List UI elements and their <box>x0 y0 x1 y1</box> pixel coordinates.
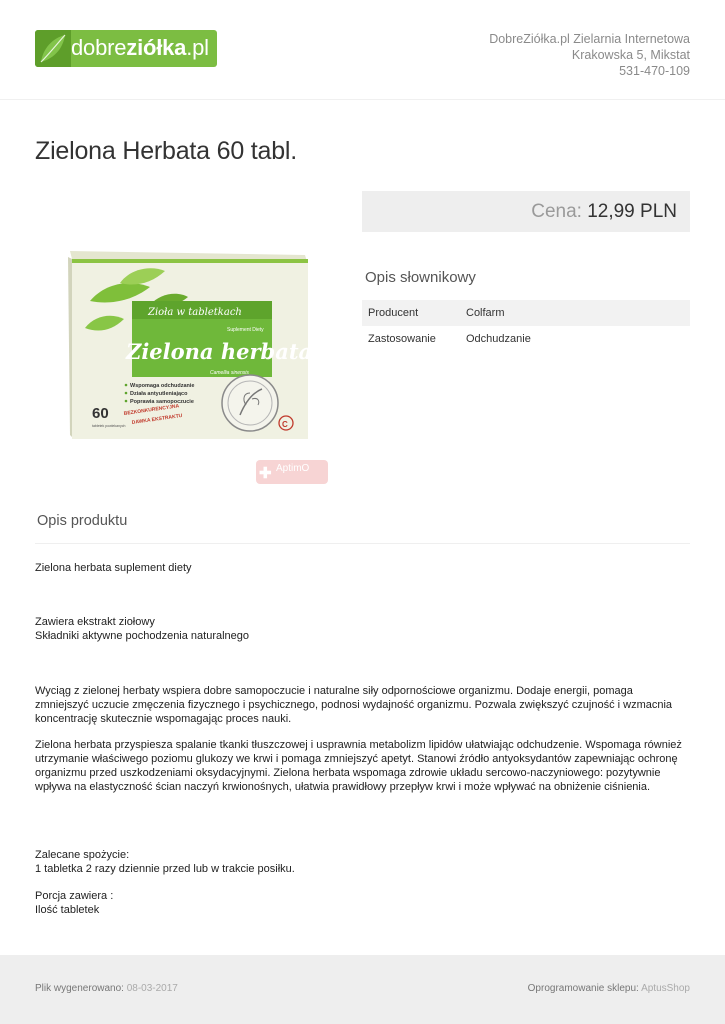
box-product-name: Zielona herbata <box>126 339 313 364</box>
watermark-logo <box>256 460 328 484</box>
watermark-text: AptimO <box>276 463 310 474</box>
shop-logo[interactable] <box>35 30 217 67</box>
logo-text-suffix: .pl <box>186 35 209 60</box>
page-header <box>0 0 725 100</box>
dictionary-key: Zastosowanie <box>368 333 436 345</box>
software-label: Oprogramowanie sklepu: <box>527 983 639 994</box>
dictionary-title: Opis słownikowy <box>365 269 476 286</box>
box-supplement-text: Suplement Diety <box>227 327 264 333</box>
description-line: Ilość tabletek <box>35 904 100 916</box>
box-note-1: BEZKONKURENCYJNA <box>123 403 180 417</box>
leaf-icon <box>35 30 71 67</box>
description-line: 1 tabletka 2 razy dziennie przed lub w trakcie posiłku. <box>35 863 295 875</box>
price-box <box>362 191 690 232</box>
description-paragraph <box>35 615 685 643</box>
generated-info <box>35 983 178 994</box>
generated-label: Plik wygenerowano: <box>35 983 124 994</box>
box-bullet-2: Działa antyutleniająco <box>130 391 188 397</box>
generated-date: 08-03-2017 <box>126 983 178 994</box>
shop-name: DobreZiółka.pl Zielarnia Internetowa <box>489 32 690 46</box>
table-row <box>362 300 690 326</box>
description-paragraph: Wyciąg z zielonej herbaty wspiera dobre samopoczucie i naturalne siły odpornościowe organizmu. Dodaje energii, pomaga zmniejszyć uczucie zmęczenia fizycznego i psychicznego, podnosi wydajność organizmu. Pozwala zwiększyć czujność i wzmacnia koncentrację skutecznie wspomagając proces nauki. <box>35 685 673 725</box>
divider <box>35 543 690 544</box>
description-line: Składniki aktywne pochodzenia naturalnego <box>35 630 250 642</box>
product-title: Zielona Herbata 60 tabl. <box>35 137 298 165</box>
dictionary-value: Odchudzanie <box>466 333 531 345</box>
logo-text-bold: ziółka <box>126 35 187 60</box>
description-paragraph <box>35 889 685 917</box>
box-bullet-1: Wspomaga odchudzanie <box>130 383 195 389</box>
software-info <box>528 983 690 994</box>
box-latin-name: Camellia sinensis <box>210 370 249 376</box>
product-image <box>60 243 315 445</box>
shop-contact-info <box>489 31 690 79</box>
box-note-2: DAWKA EKSTRAKTU <box>131 412 183 426</box>
logo-text-plain: dobre <box>71 35 127 60</box>
shop-phone: 531-470-109 <box>619 64 690 78</box>
description-line: Porcja zawiera : <box>35 890 114 902</box>
box-count-unit: tabletek powlekanych <box>92 424 126 428</box>
shop-address: Krakowska 5, Mikstat <box>571 48 690 62</box>
description-paragraph: Zielona herbata przyspiesza spalanie tkanki tłuszczowej i usprawnia metabolizm lipidów ułatwiając odchudzenie. Wspomaga również utrzymanie właściwego poziomu glukozy we krwi i pomaga zmniejszyć apetyt. Stanowi źródło antyoksydantów zapewniając ochronę organizmu przed uszkodzeniami oksydacyjnymi. Zielona herbata wspomaga zdrowie układu sercowo-naczyniowego: pozytywnie wpływa na elastyczność ścian naczyń krwionośnych, ułatwia prawidłowy przepływ krwi i może wpływać na obniżenie ciśnienia. <box>35 739 682 793</box>
box-series-text: Zioła w tabletkach <box>148 307 242 318</box>
description-title: Opis produktu <box>37 513 128 529</box>
description-line: Zalecane spożycie: <box>35 849 130 861</box>
seal-icon <box>222 375 278 431</box>
box-bullet-3: Poprawia samopoczucie <box>130 399 194 405</box>
dictionary-table <box>362 300 690 352</box>
svg-text:C: C <box>282 420 288 429</box>
box-count: 60 <box>92 405 109 422</box>
price-value: 12,99 PLN <box>587 201 677 222</box>
page-footer <box>0 955 725 1024</box>
description-paragraph: Zielona herbata suplement diety <box>35 562 192 574</box>
cross-icon: ✚ <box>259 465 272 482</box>
description-paragraph <box>35 848 685 876</box>
software-link[interactable]: AptusShop <box>641 983 690 994</box>
price-label: Cena: <box>531 201 582 222</box>
logo-text <box>71 35 209 61</box>
dictionary-key: Producent <box>368 307 419 319</box>
table-row <box>362 326 690 352</box>
description-line: Zawiera ekstrakt ziołowy <box>35 616 155 628</box>
dictionary-value: Colfarm <box>466 307 505 319</box>
